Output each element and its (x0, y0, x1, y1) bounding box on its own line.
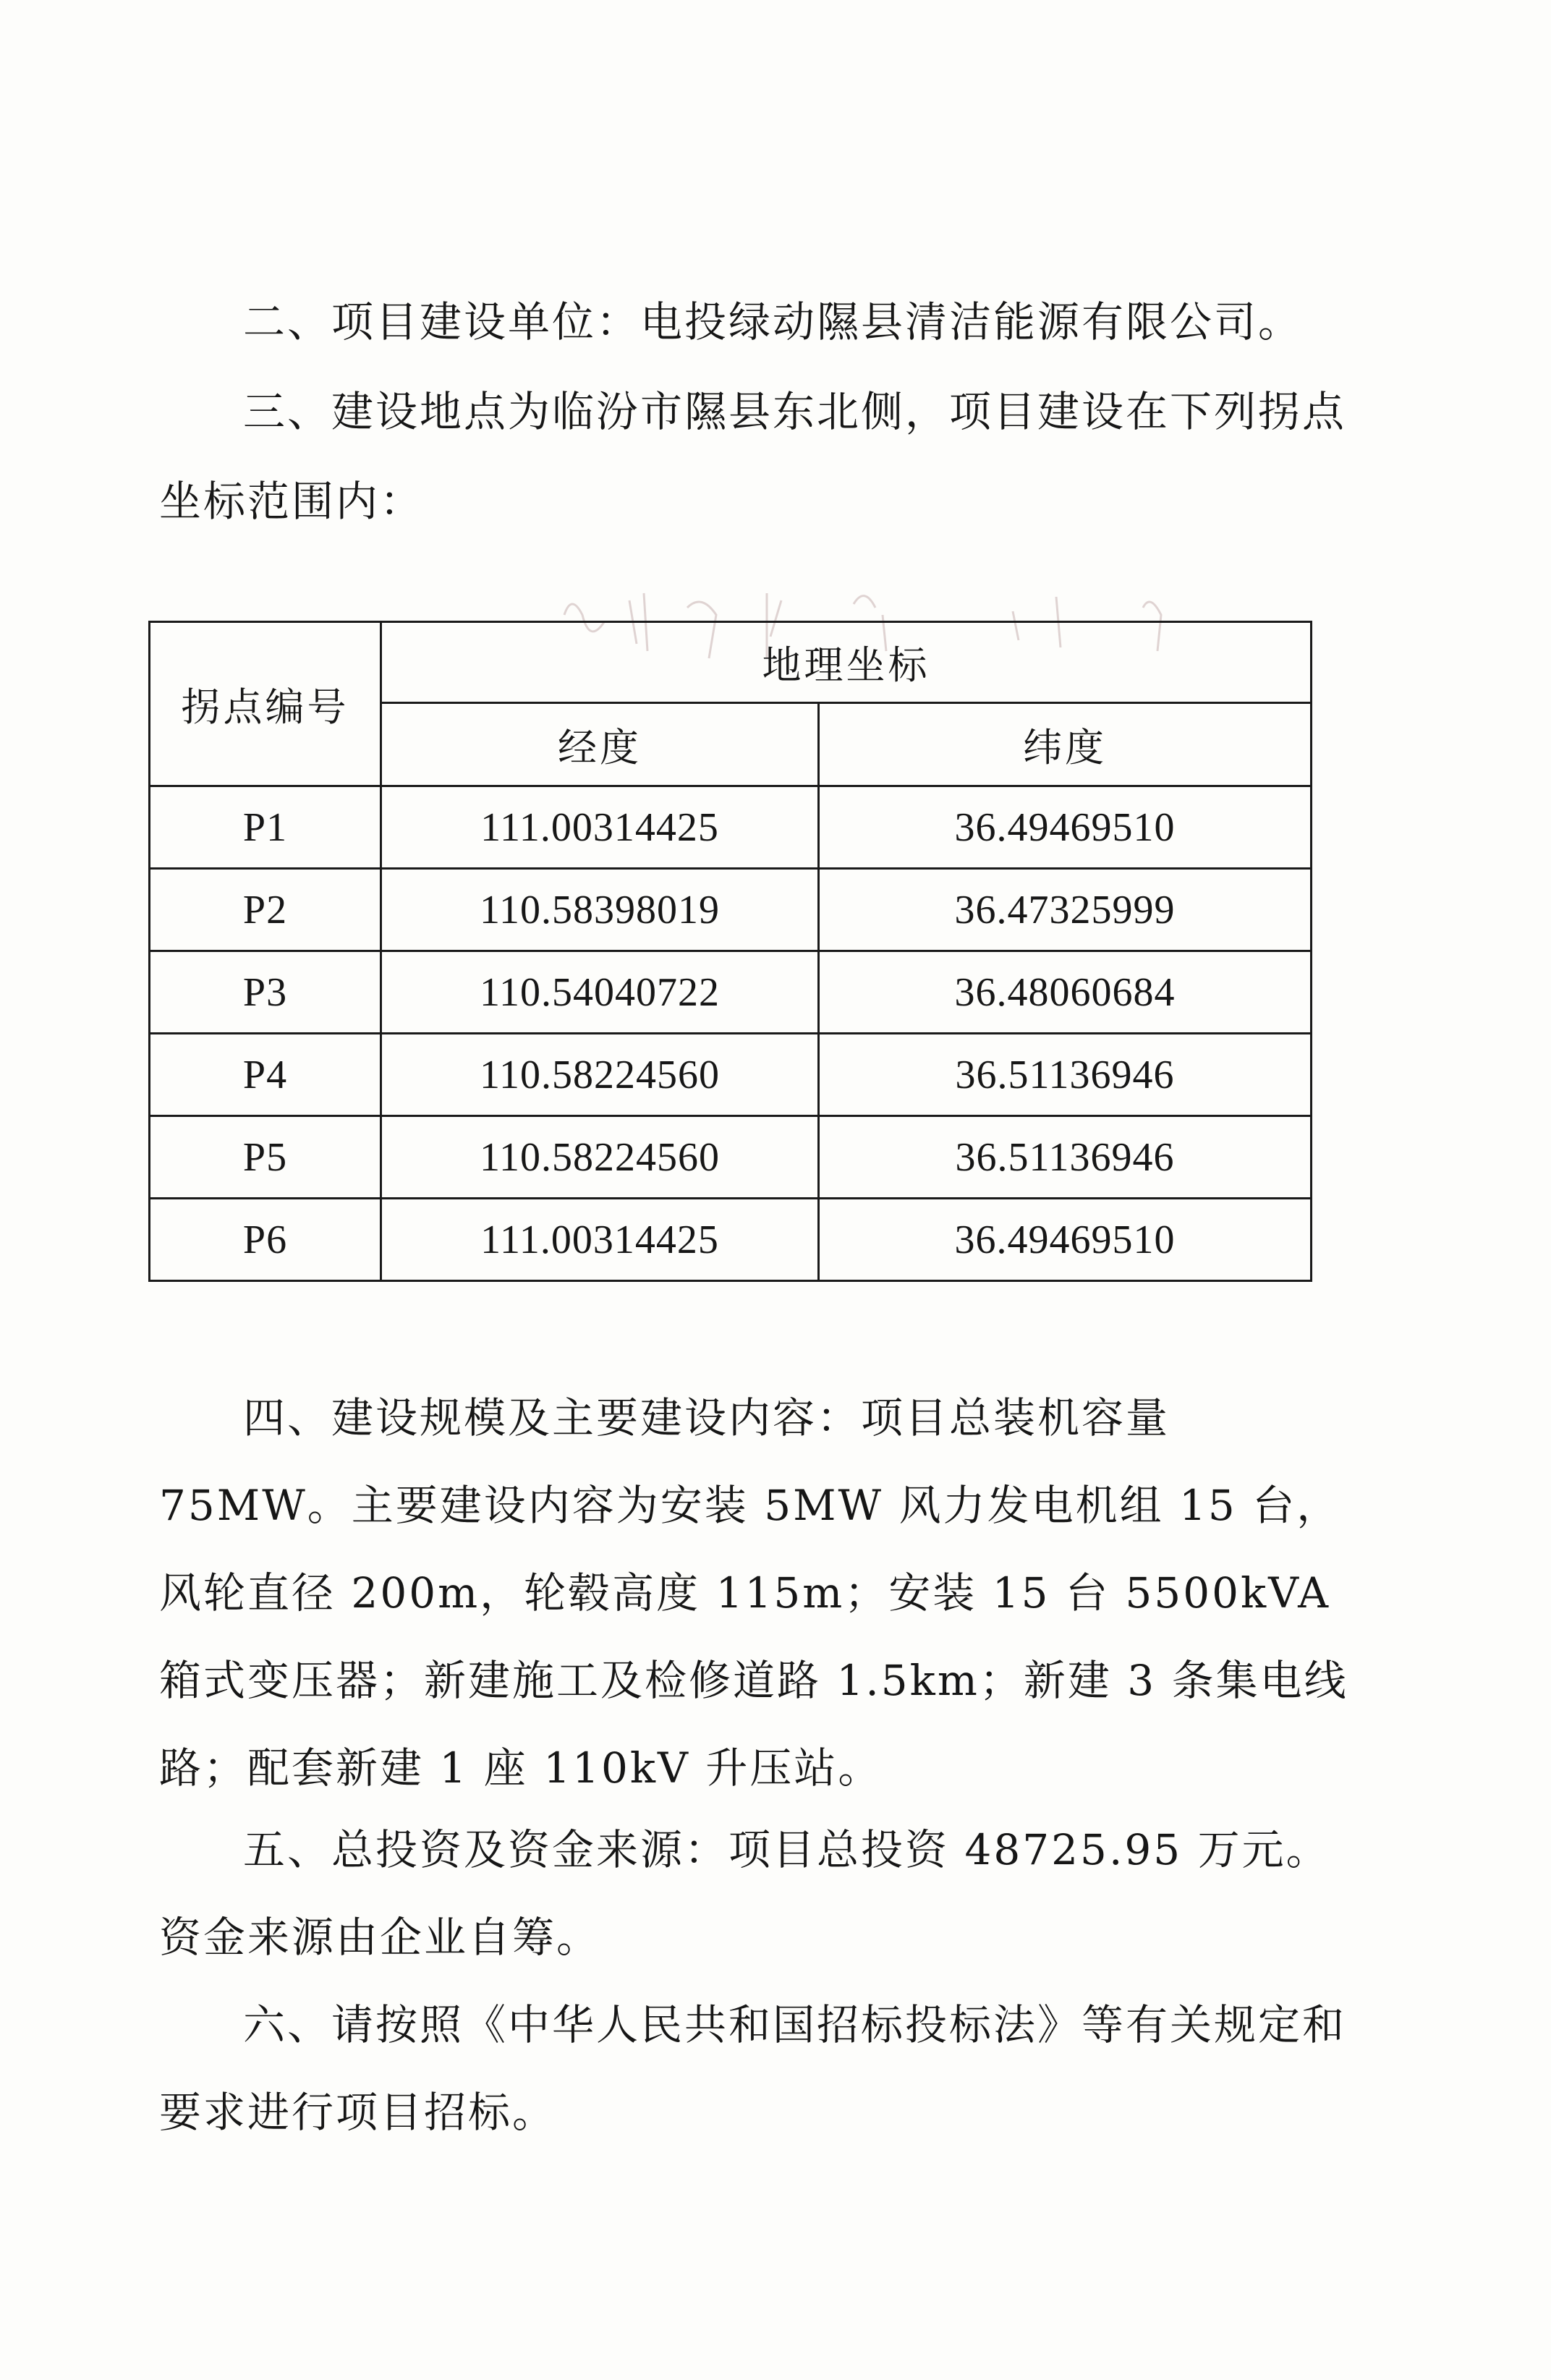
point-id-cell: P2 (150, 869, 381, 951)
longitude-cell: 110.58398019 (381, 869, 819, 951)
latitude-cell: 36.48060684 (819, 951, 1312, 1034)
table-row (150, 951, 1312, 1034)
point-id-cell: P3 (150, 951, 381, 1034)
latitude-cell: 36.49469510 (819, 1199, 1312, 1281)
longitude-cell: 111.00314425 (381, 1199, 819, 1281)
longitude-cell: 110.58224560 (381, 1116, 819, 1199)
longitude-cell: 110.58224560 (381, 1034, 819, 1116)
paragraph-construction-scale: 四、建设规模及主要建设内容：项目总装机容量 75MW。主要建设内容为安装 5MW 风力发电机组 15 台，风轮直径 200m，轮毂高度 115m；安装 15 台 5500kVA 箱式变压器；新建施工及检修道路 1.5km；新建 3 条集电线路；配套新建 1 座 110kV 升压站。 (159, 1393, 1348, 1793)
point-id-cell: P1 (150, 786, 381, 869)
paragraph-construction-site: 三、建设地点为临汾市隰县东北侧，项目建设在下列拐点坐标范围内： (159, 387, 1347, 526)
table-row (150, 786, 1312, 869)
table-row (150, 869, 1312, 951)
point-id-cell: P4 (150, 1034, 381, 1116)
latitude-cell: 36.49469510 (819, 786, 1312, 869)
longitude-cell: 111.00314425 (381, 786, 819, 869)
latitude-cell: 36.47325999 (819, 869, 1312, 951)
header-point-id: 拐点编号 (150, 622, 381, 786)
header-longitude: 经度 (381, 703, 819, 786)
longitude-cell: 110.54040722 (381, 951, 819, 1034)
header-geo-coords: 地理坐标 (381, 622, 1312, 703)
point-id-cell: P5 (150, 1116, 381, 1199)
paragraph-bidding: 六、请按照《中华人民共和国招标投标法》等有关规定和要求进行项目招标。 (159, 2000, 1347, 2137)
paragraph-construction-unit: 二、项目建设单位：电投绿动隰县清洁能源有限公司。 (243, 297, 1303, 347)
latitude-cell: 36.51136946 (819, 1034, 1312, 1116)
point-id-cell: P6 (150, 1199, 381, 1281)
coordinates-table (148, 621, 1312, 1282)
paragraph-investment: 五、总投资及资金来源：项目总投资 48725.95 万元。资金来源由企业自筹。 (159, 1825, 1330, 1962)
table-header-row (150, 622, 1312, 703)
table-row (150, 1116, 1312, 1199)
header-latitude: 纬度 (819, 703, 1312, 786)
coordinates-table-wrapper (148, 621, 1310, 1282)
latitude-cell: 36.51136946 (819, 1116, 1312, 1199)
table-row (150, 1199, 1312, 1281)
table-row (150, 1034, 1312, 1116)
